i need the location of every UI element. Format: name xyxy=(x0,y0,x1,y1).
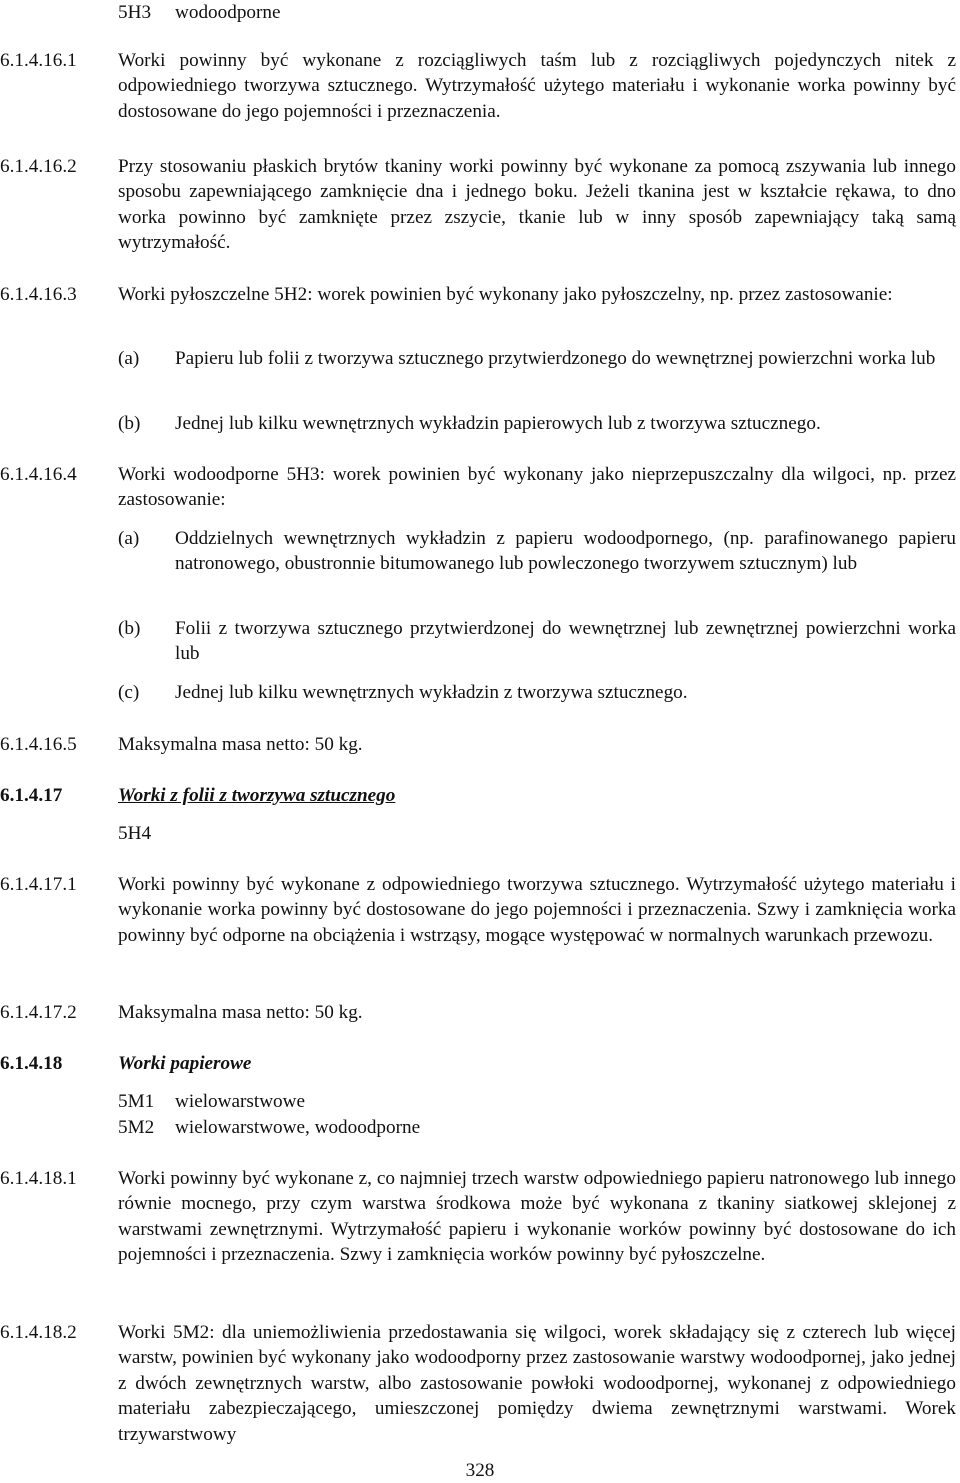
paragraph: Worki 5M2: dla uniemożliwienia przedostawania się wilgoci, worek składający się z czterech lub więcej warstw, powinien być wykonany jako wodoodporny przez zastosowanie warstwy wodoodpornej, jako jednej z dwóch zewnętrznych warstw, albo zastosowanie powłoki wodoodpornej, wykonanej z odpowiedniego materiału zabezpieczającego, umieszczonej pomiędzy dwiema zewnętrznymi warstwami. Worek trzywarstwowy xyxy=(118,1322,956,1445)
section-heading-number: 6.1.4.18 xyxy=(0,1053,63,1074)
list-item-letter: (b) xyxy=(118,413,141,434)
paragraph: Worki wodoodporne 5H3: worek powinien być wykonany jako nieprzepuszczalny dla wilgoci, np. przez zastosowanie: xyxy=(118,464,956,511)
paragraph: Worki pyłoszczelne 5H2: worek powinien być wykonany jako pyłoszczelny, np. przez zastosowanie: xyxy=(118,284,893,305)
top-code: 5H3 xyxy=(118,2,152,23)
section-heading-number: 6.1.4.17 xyxy=(0,785,63,806)
section-heading-title: Worki z folii z tworzywa sztucznego xyxy=(118,785,396,806)
section-number: 6.1.4.17.1 xyxy=(0,874,77,895)
type-code: 5M2 xyxy=(118,1117,155,1138)
paragraph: Maksymalna masa netto: 50 kg. xyxy=(118,1002,363,1023)
section-number: 6.1.4.16.3 xyxy=(0,284,77,305)
section-number: 6.1.4.16.1 xyxy=(0,50,77,71)
section-number: 6.1.4.16.5 xyxy=(0,734,77,755)
paragraph: Maksymalna masa netto: 50 kg. xyxy=(118,734,363,755)
section-number: 6.1.4.16.2 xyxy=(0,156,77,177)
section-number: 6.1.4.18.2 xyxy=(0,1322,77,1343)
type-code-label: wielowarstwowe, wodoodporne xyxy=(175,1117,421,1138)
section-number: 6.1.4.18.1 xyxy=(0,1168,77,1189)
list-item-letter: (a) xyxy=(118,348,140,369)
type-code-label: wielowarstwowe xyxy=(175,1091,306,1112)
paragraph: Worki powinny być wykonane z rozciągliwych taśm lub z rozciągliwych pojedynczych nitek z odpowiedniego tworzywa sztucznego. Wytrzymałość użytego materiału i wykonanie worka powinny być dostosowane do jego pojemności i przeznaczenia. xyxy=(118,50,956,122)
section-heading-title: Worki papierowe xyxy=(118,1053,252,1074)
list-item-text: Jednej lub kilku wewnętrznych wykładzin z tworzywa sztucznego. xyxy=(175,682,688,703)
section-number: 6.1.4.16.4 xyxy=(0,464,77,485)
list-item-text: Jednej lub kilku wewnętrznych wykładzin papierowych lub z tworzywa sztucznego. xyxy=(175,413,821,434)
page-number: 328 xyxy=(465,1460,495,1481)
type-code: 5H4 xyxy=(118,823,152,844)
list-item-text: Papieru lub folii z tworzywa sztucznego przytwierdzonego do wewnętrznej powierzchni worka lub xyxy=(175,348,936,369)
list-item-text: Folii z tworzywa sztucznego przytwierdzonej do wewnętrznej lub zewnętrznej powierzchni worka lub xyxy=(175,618,956,665)
paragraph: Przy stosowaniu płaskich brytów tkaniny worki powinny być wykonane za pomocą zszywania lub innego sposobu zapewniającego zamknięcie dna i jednego boku. Jeżeli tkanina jest w kształcie rękawa, to dno worka powinno być zamknięte przez zszycie, tkanie lub w inny sposób zapewniający taką samą wytrzymałość. xyxy=(118,156,956,254)
type-code: 5M1 xyxy=(118,1091,155,1112)
paragraph: Worki powinny być wykonane z, co najmniej trzech warstw odpowiedniego papieru natronowego lub innego równie mocnego, przy czym warstwa środkowa może być wykonana z tkaniny siatkowej sklejonej z warstwami zewnętrznymi. Wytrzymałość papieru i wykonanie worków powinny być dostosowane do ich pojemności i przeznaczenia. Szwy i zamknięcia worków powinny być pyłoszczelne. xyxy=(118,1168,956,1266)
list-item-letter: (c) xyxy=(118,682,140,703)
section-number: 6.1.4.17.2 xyxy=(0,1002,77,1023)
paragraph: Worki powinny być wykonane z odpowiedniego tworzywa sztucznego. Wytrzymałość użytego materiału i wykonanie worka powinny być dostosowane do jego pojemności i przeznaczenia. Szwy i zamknięcia worka powinny być odporne na obciążenia i wstrząsy, mogące występować w normalnych warunkach przewozu. xyxy=(118,874,956,946)
top-code-label: wodoodporne xyxy=(175,2,281,23)
list-item-letter: (a) xyxy=(118,528,140,549)
list-item-text: Oddzielnych wewnętrznych wykładzin z papieru wodoodpornego, (np. parafinowanego papieru natronowego, obustronnie bitumowanego lub powleczonego tworzywem sztucznym) lub xyxy=(175,528,956,575)
list-item-letter: (b) xyxy=(118,618,141,639)
